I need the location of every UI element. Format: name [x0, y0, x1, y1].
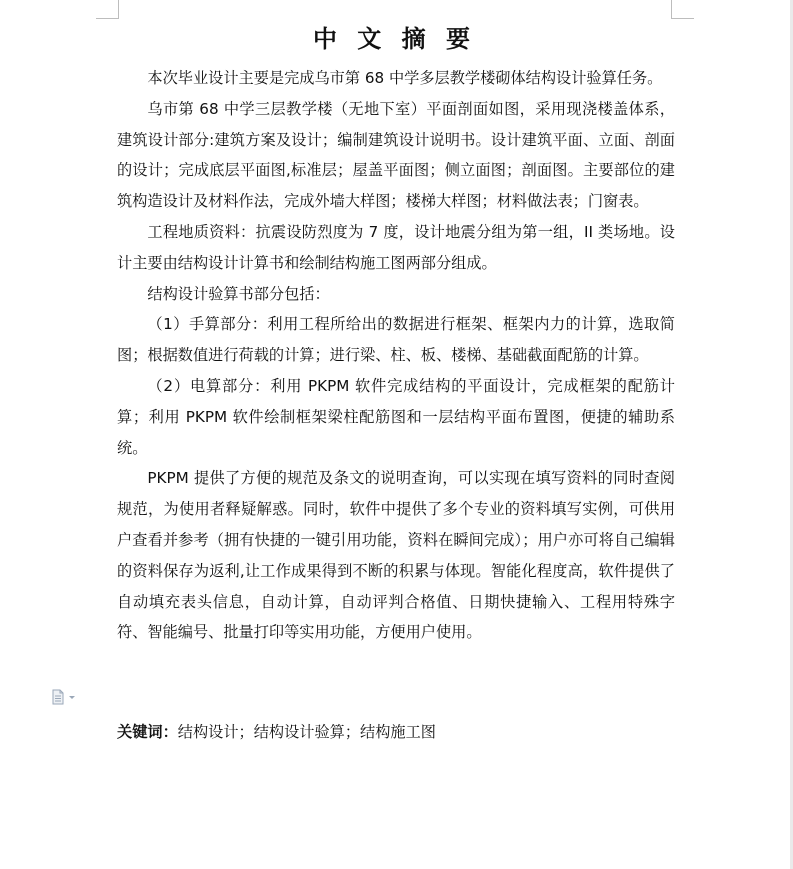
keywords-value: 结构设计；结构设计验算；结构施工图: [177, 723, 436, 741]
paragraph-1[interactable]: 本次毕业设计主要是完成乌市第 68 中学多层教学楼砌体结构设计验算任务。: [147, 69, 663, 87]
document-title: 中 文 摘 要: [312, 25, 477, 53]
paragraph-5[interactable]: （1）手算部分：利用工程所给出的数据进行框架、框架内力的计算，选取简图；根据数值进行荷载的计算；进行梁、柱、板、楼梯、基础截面配筋的计算。: [117, 315, 675, 365]
paragraph-4[interactable]: 结构设计验算书部分包括：: [147, 284, 330, 303]
document-paragraph-icon[interactable]: [52, 689, 78, 705]
crop-mark-top-right: [671, 0, 694, 19]
crop-mark-top-left: [96, 0, 119, 19]
keywords-label: 关键词：: [117, 723, 178, 741]
paragraph-3[interactable]: 工程地质资料：抗震设防烈度为 7 度，设计地震分组为第一组，II 类场地。设计主要由结构设计计算书和绘制结构施工图两部分组成。: [117, 222, 675, 272]
document-paragraph-icon-graphic: [52, 689, 78, 705]
keywords-line[interactable]: [117, 717, 436, 747]
abstract-body: [117, 63, 675, 648]
paragraph-6[interactable]: （2）电算部分：利用 PKPM 软件完成结构的平面设计，完成框架的配筋计算；利用 PKPM 软件绘制框架梁柱配筋图和一层结构平面布置图，便捷的辅助系统。: [117, 376, 675, 457]
paragraph-2[interactable]: 乌市第 68 中学三层教学楼（无地下室）平面剖面如图，采用现浇楼盖体系，建筑设计部分:建筑方案及设计；编制建筑设计说明书。设计建筑平面、立面、剖面的设计；完成底层平面图,标准层；屋盖平面图；侧立面图；剖面图。主要部位的建筑构造设计及材料作法，完成外墙大样图；楼梯大样图；材料做法表；门窗表。: [117, 99, 675, 211]
paragraph-7[interactable]: PKPM 提供了方便的规范及条文的说明查询，可以实现在填写资料的同时查阅规范，为使用者释疑解惑。同时，软件中提供了多个专业的资料填写实例，可供用户查看并参考（拥有快捷的一键引用功能，资料在瞬间完成）；用户亦可将自己编辑的资料保存为返利,让工作成果得到不断的积累与体现。智能化程度高，软件提供了自动填充表头信息，自动计算，自动评判合格值、日期快捷输入、工程用特殊字符、智能编号、批量打印等实用功能，方便用户使用。: [117, 469, 675, 642]
